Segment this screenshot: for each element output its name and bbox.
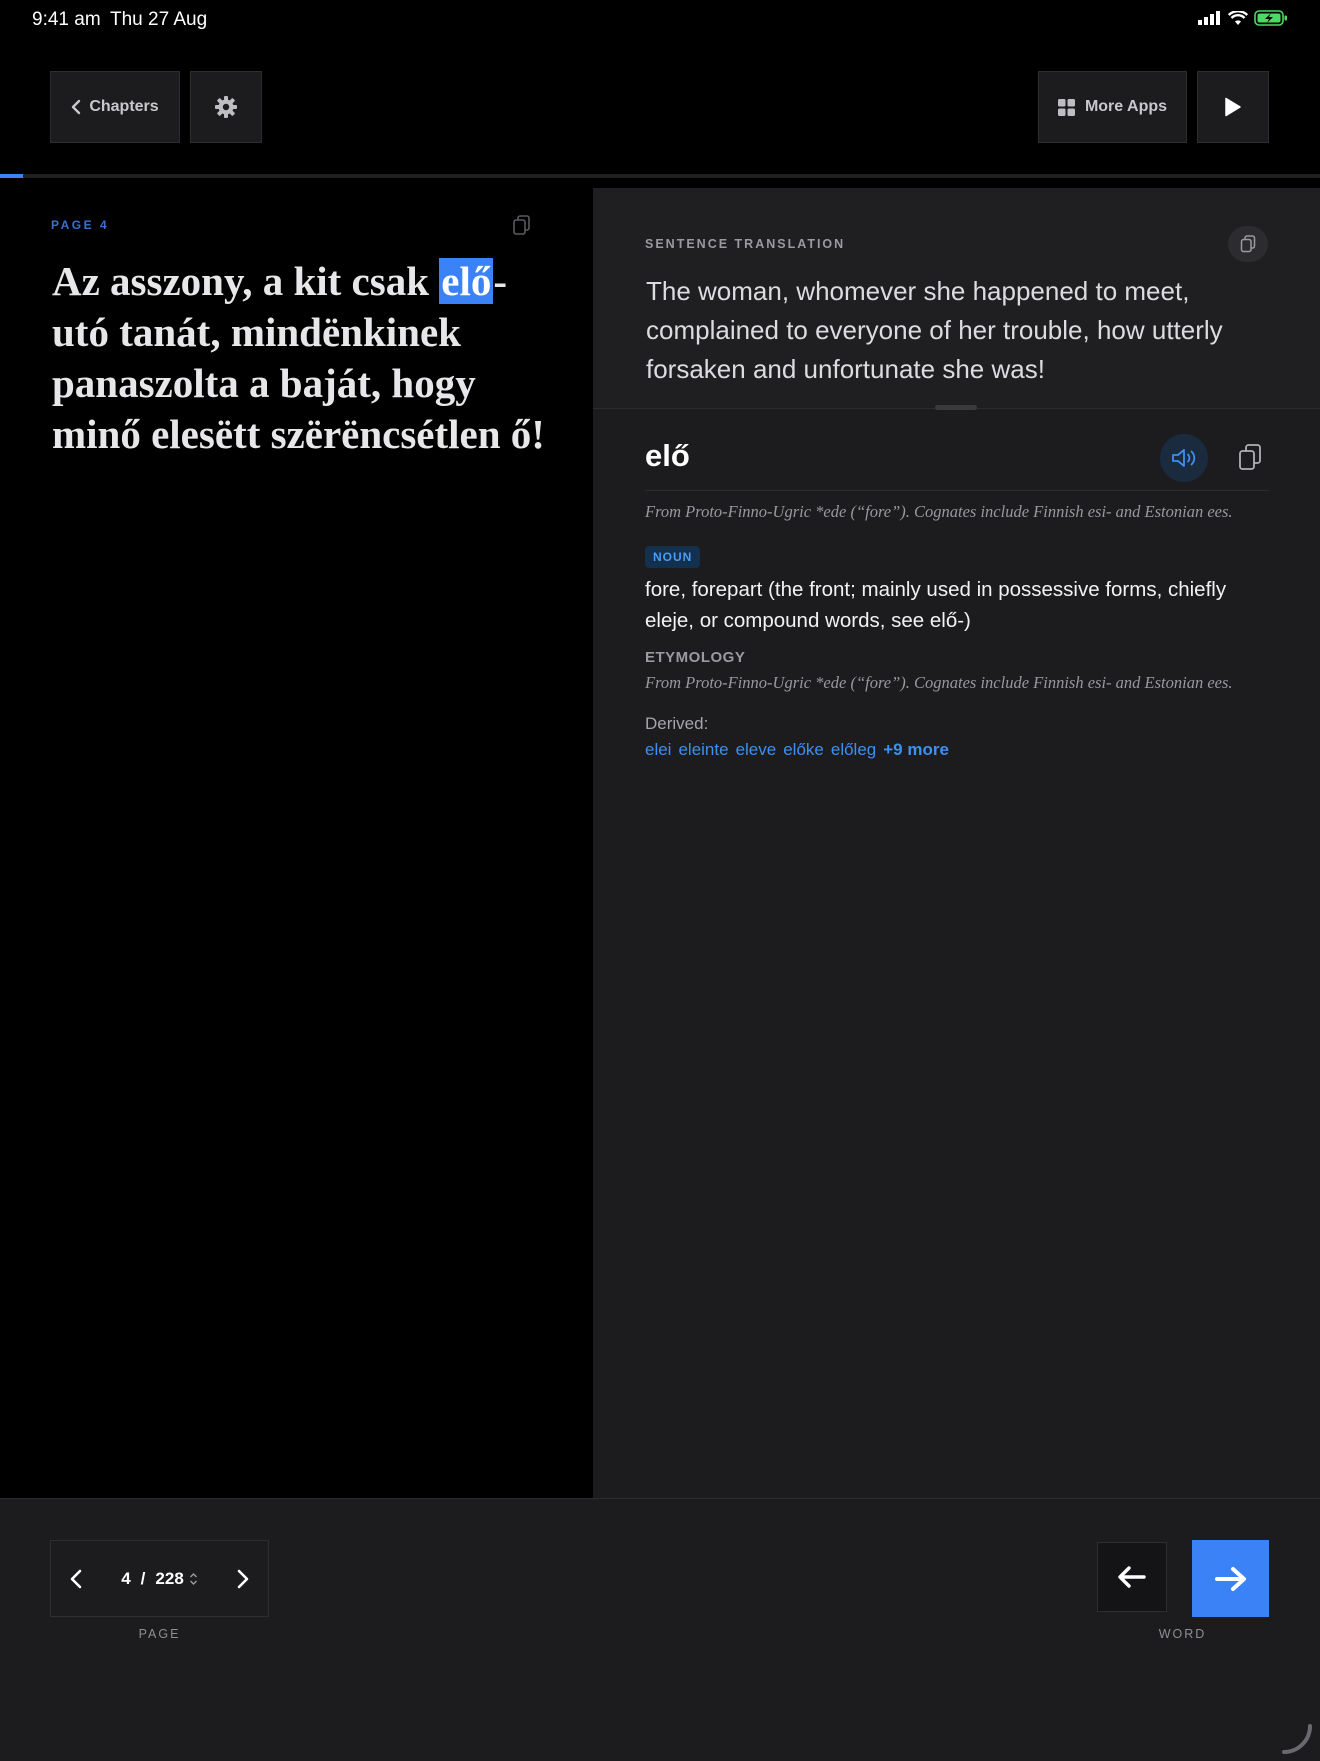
derived-word-link[interactable]: elei xyxy=(645,740,672,759)
corner-grabber-icon xyxy=(1280,1720,1312,1754)
chapters-button[interactable] xyxy=(50,71,180,143)
gear-icon xyxy=(214,95,238,119)
derived-label: Derived: xyxy=(645,714,709,733)
highlighted-word[interactable]: elő xyxy=(441,258,492,304)
derived-word-link[interactable]: előke xyxy=(783,740,824,759)
previous-page-button[interactable] xyxy=(69,1568,83,1590)
status-time: 9:41 am xyxy=(32,9,101,30)
definition-text: fore, forepart (the front; mainly used in possessive forms, chiefly eleje, or compound words, see elő-) xyxy=(645,578,1227,632)
current-page: 4 xyxy=(121,1568,131,1588)
translation-text: The woman, whomever she happened to meet, complained to everyone of her trouble, how utterly forsaken and unfortunate she was! xyxy=(646,276,1223,384)
chevron-left-icon xyxy=(69,1568,83,1590)
more-apps-label: More Apps xyxy=(1084,98,1168,115)
copy-icon xyxy=(1239,234,1257,254)
page-selector[interactable] xyxy=(121,1569,198,1589)
derived-more-link[interactable]: +9 more xyxy=(883,740,949,759)
derived-word-link[interactable]: előleg xyxy=(830,740,877,759)
chevron-left-icon xyxy=(71,99,81,115)
drag-handle[interactable] xyxy=(935,405,977,410)
headword-divider xyxy=(645,490,1269,491)
translation-copy-button[interactable] xyxy=(1228,226,1268,262)
total-pages: 228 xyxy=(155,1568,184,1588)
headword-copy-button[interactable] xyxy=(1228,436,1272,480)
etymology-text: From Proto-Finno-Ugric *ede (“fore”). Cognates include Finnish esi- and Estonian ees. xyxy=(645,673,1233,692)
grid-icon xyxy=(1058,99,1075,116)
status-icons xyxy=(1198,10,1288,26)
reading-text-before[interactable]: Az asszony, a kit csak xyxy=(52,258,440,304)
chapters-label: Chapters xyxy=(89,98,159,115)
pronounce-button[interactable] xyxy=(1160,434,1208,482)
chevron-right-icon xyxy=(236,1568,250,1590)
wifi-icon xyxy=(1228,11,1248,26)
etymology-summary: From Proto-Finno-Ugric *ede (“fore”). Cognates include Finnish esi- and Estonian ees. xyxy=(645,502,1233,521)
copy-icon[interactable] xyxy=(512,214,532,241)
settings-button[interactable] xyxy=(190,71,262,143)
arrow-left-icon xyxy=(1117,1565,1147,1589)
cellular-signal-icon xyxy=(1198,11,1222,25)
copy-icon xyxy=(1237,443,1263,473)
next-word-button[interactable] xyxy=(1192,1540,1269,1617)
previous-word-button[interactable] xyxy=(1097,1542,1167,1612)
more-apps-button[interactable] xyxy=(1038,71,1187,143)
page-label: PAGE 4 xyxy=(51,218,110,232)
derived-word-link[interactable]: eleve xyxy=(735,740,777,759)
arrow-right-icon xyxy=(1214,1565,1248,1593)
page-caption: PAGE xyxy=(138,1627,181,1641)
word-caption: WORD xyxy=(1158,1627,1207,1641)
next-page-button[interactable] xyxy=(236,1568,250,1590)
page-navigator xyxy=(50,1540,269,1617)
derived-word-link[interactable]: eleinte xyxy=(678,740,729,759)
status-date: Thu 27 Aug xyxy=(110,9,208,30)
play-icon xyxy=(1224,97,1242,117)
chevron-up-down-icon xyxy=(189,1572,198,1586)
reading-text[interactable] xyxy=(52,256,552,460)
play-button[interactable] xyxy=(1197,71,1269,143)
page-separator: / xyxy=(140,1568,146,1588)
reading-text-after[interactable]: -utó tanát, mindënkinek panaszolta a baját, hogy minő elesëtt szërëncsétlen ő! xyxy=(52,258,545,457)
etymology-heading: ETYMOLOGY xyxy=(645,649,746,666)
headword: elő xyxy=(645,438,690,473)
derived-words-list xyxy=(645,740,949,760)
battery-charging-icon xyxy=(1254,10,1288,26)
part-of-speech-badge: NOUN xyxy=(645,546,700,568)
speaker-icon xyxy=(1170,446,1198,470)
translation-heading: SENTENCE TRANSLATION xyxy=(645,237,846,251)
